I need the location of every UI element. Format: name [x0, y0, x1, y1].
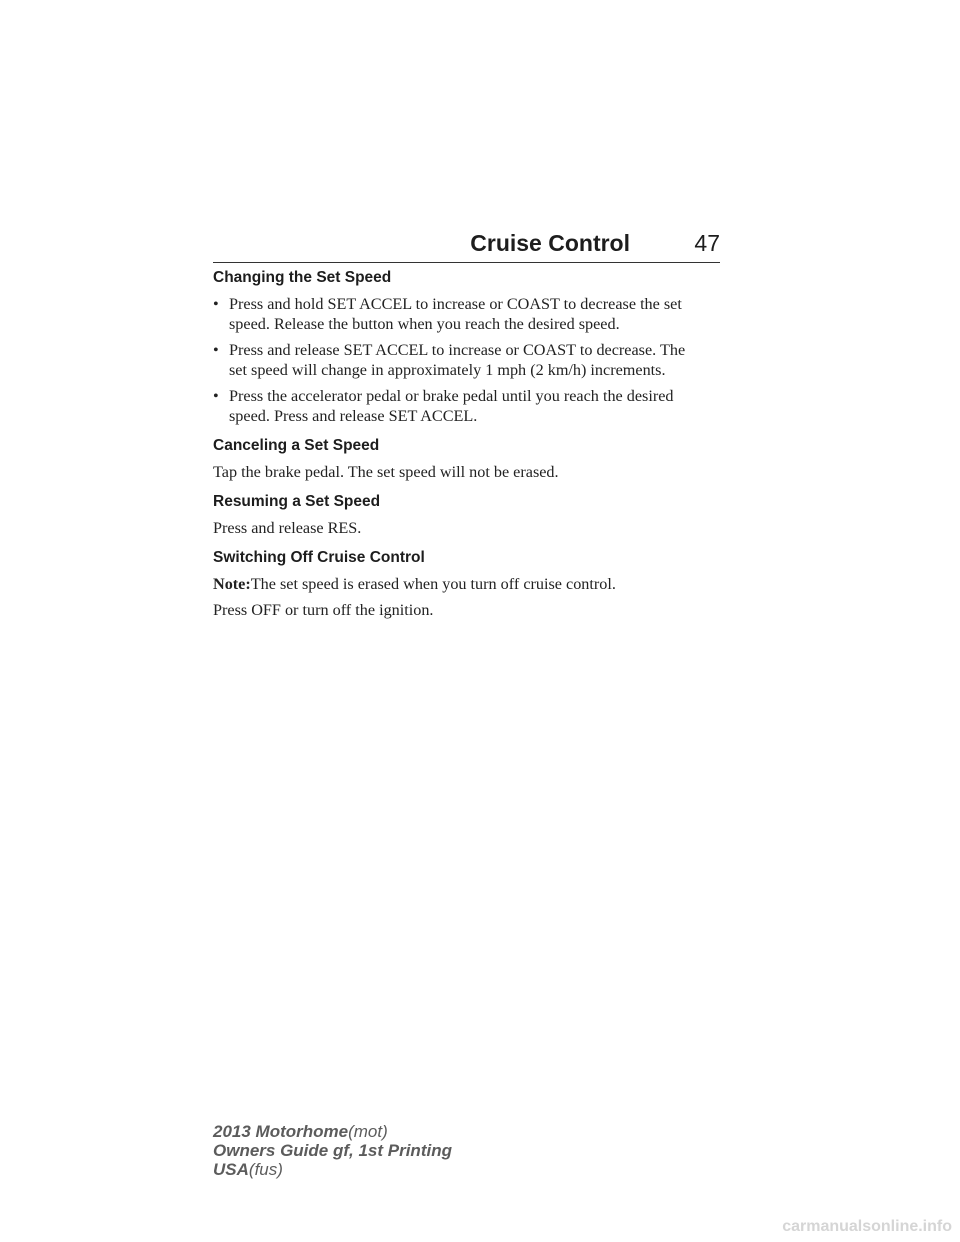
- list-item-line: set speed will change in approximately 1 mph (2 km/h) increments.: [229, 361, 666, 379]
- page-header: [213, 226, 720, 263]
- page-content: [213, 268, 733, 620]
- bullet-icon: •: [213, 295, 219, 313]
- list-item: [213, 294, 733, 334]
- heading-changing-set-speed: Changing the Set Speed: [213, 269, 392, 286]
- footer-market: USA: [213, 1160, 249, 1179]
- footer-line-1: [213, 1122, 452, 1141]
- note-paragraph: [213, 574, 733, 594]
- note-text: The set speed is erased when you turn off cruise control.: [250, 575, 616, 593]
- footer-model-code: (mot): [348, 1122, 388, 1141]
- watermark: carmanualsonline.info: [782, 1218, 952, 1235]
- canceling-text: Tap the brake pedal. The set speed will not be erased.: [213, 463, 559, 481]
- page-number: 47: [694, 230, 720, 256]
- print-footer: [213, 1122, 452, 1179]
- list-item-line: Press the accelerator pedal or brake pedal until you reach the desired: [229, 387, 674, 405]
- footer-model: 2013 Motorhome: [213, 1122, 349, 1141]
- switching-off-text: Press OFF or turn off the ignition.: [213, 601, 434, 619]
- heading-switching-off: Switching Off Cruise Control: [213, 549, 425, 566]
- footer-market-code: (fus): [248, 1160, 283, 1179]
- list-item-line: speed. Press and release SET ACCEL.: [229, 407, 478, 425]
- resuming-text: Press and release RES.: [213, 519, 362, 537]
- list-item-line: Press and hold SET ACCEL to increase or COAST to decrease the set: [229, 295, 682, 313]
- section-title: Cruise Control: [470, 230, 630, 256]
- heading-resuming-set-speed: Resuming a Set Speed: [213, 493, 381, 510]
- footer-line-3: [213, 1160, 452, 1179]
- changing-set-speed-list: [213, 294, 733, 426]
- list-item-line: Press and release SET ACCEL to increase or COAST to decrease. The: [229, 341, 686, 359]
- footer-line-2: Owners Guide gf, 1st Printing: [213, 1141, 452, 1160]
- note-label: Note:: [213, 575, 251, 593]
- bullet-icon: •: [213, 387, 219, 405]
- heading-canceling-set-speed: Canceling a Set Speed: [213, 437, 380, 454]
- bullet-icon: •: [213, 341, 219, 359]
- list-item: [213, 386, 733, 426]
- list-item: [213, 340, 733, 380]
- list-item-line: speed. Release the button when you reach the desired speed.: [229, 315, 620, 333]
